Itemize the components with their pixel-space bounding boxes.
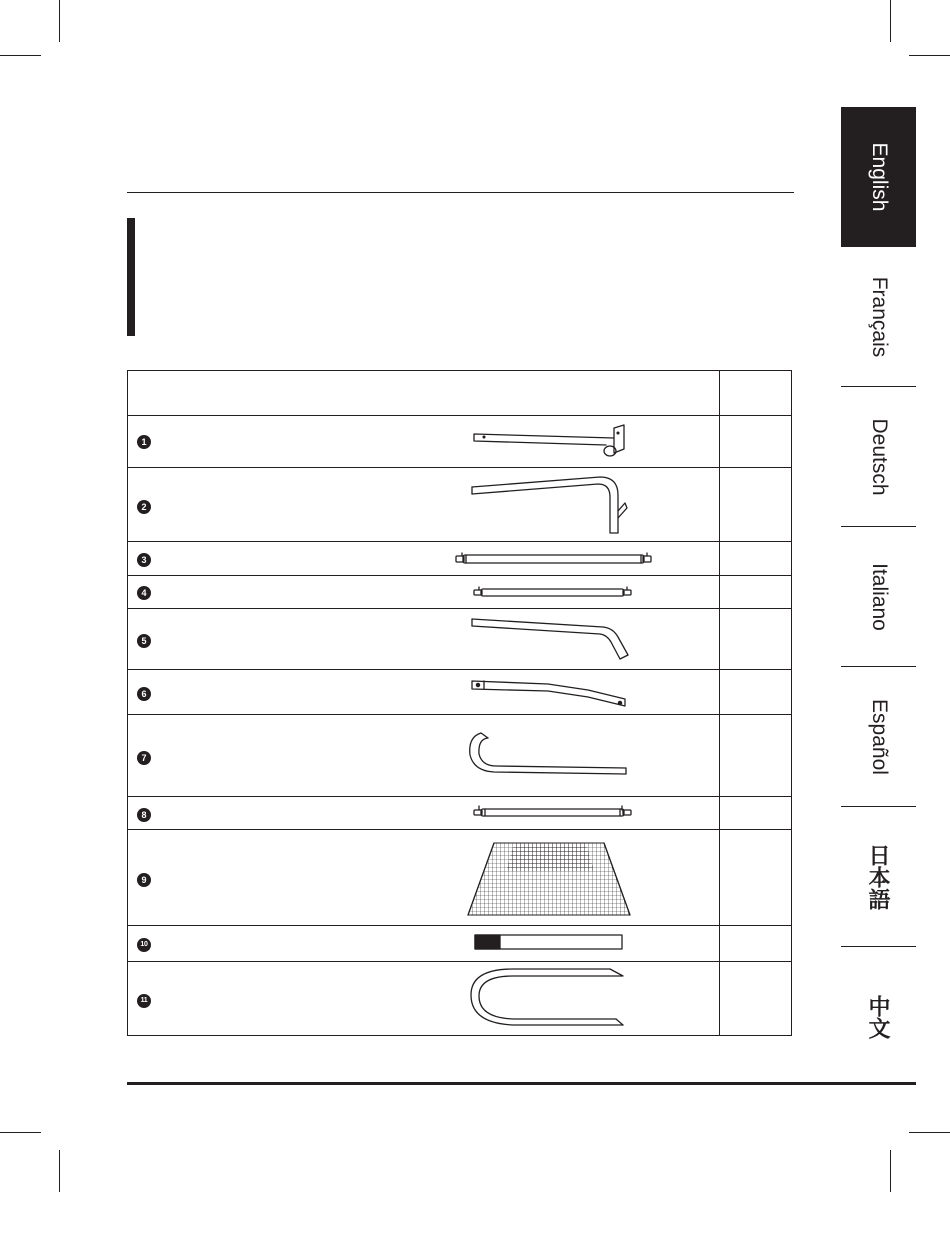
tab-japanese[interactable] <box>841 806 916 946</box>
tab-label: English <box>867 142 891 211</box>
part-number: 6 <box>137 687 151 701</box>
tab-italiano[interactable] <box>841 526 916 666</box>
j-hook-tube-icon <box>470 733 626 774</box>
bent-upright-tube-icon <box>472 477 627 533</box>
long-connector-tube-icon <box>456 553 651 563</box>
tab-label: 中文 <box>866 994 891 1039</box>
language-tabs <box>841 107 916 1086</box>
footer-rule <box>127 1082 916 1085</box>
parts-table <box>127 370 792 1036</box>
part-number: 3 <box>137 553 151 567</box>
header-rule <box>127 192 794 193</box>
crop-mark <box>59 1150 60 1192</box>
tab-chinese[interactable] <box>841 946 916 1086</box>
u-stake-icon <box>471 969 623 1025</box>
support-arm-icon <box>474 425 624 456</box>
tab-francais[interactable] <box>841 246 916 386</box>
tab-english[interactable] <box>841 107 916 246</box>
part-number: 11 <box>137 994 151 1008</box>
net-icon <box>468 843 630 915</box>
crop-mark <box>909 55 950 56</box>
angled-tube-icon <box>472 619 628 659</box>
part-number: 2 <box>137 500 151 514</box>
part-number: 5 <box>137 634 151 648</box>
short-connector-tube-icon <box>474 587 631 596</box>
crop-mark <box>59 0 60 42</box>
crop-mark <box>909 1132 950 1133</box>
tab-label: Français <box>867 276 891 357</box>
tab-label: Deutsch <box>867 417 891 496</box>
part-number: 10 <box>137 938 151 952</box>
cross-tube-icon <box>474 806 631 816</box>
part-number: 4 <box>137 586 151 600</box>
crop-mark <box>890 1150 891 1192</box>
crop-mark <box>0 1132 41 1133</box>
tab-label: Español <box>867 698 891 775</box>
part-number: 1 <box>137 435 151 449</box>
part-number: 8 <box>137 808 151 822</box>
part-illustrations <box>128 371 793 1037</box>
tab-label: 日本語 <box>866 843 891 910</box>
section-title-bar <box>127 218 135 336</box>
crop-mark <box>0 55 41 56</box>
strap-icon <box>475 935 622 949</box>
bent-end-tube-icon <box>472 681 625 706</box>
part-number: 9 <box>137 873 151 887</box>
tab-deutsch[interactable] <box>841 386 916 526</box>
tab-label: Italiano <box>867 562 891 631</box>
part-number: 7 <box>137 751 151 765</box>
tab-espanol[interactable] <box>841 666 916 806</box>
crop-mark <box>890 0 891 42</box>
